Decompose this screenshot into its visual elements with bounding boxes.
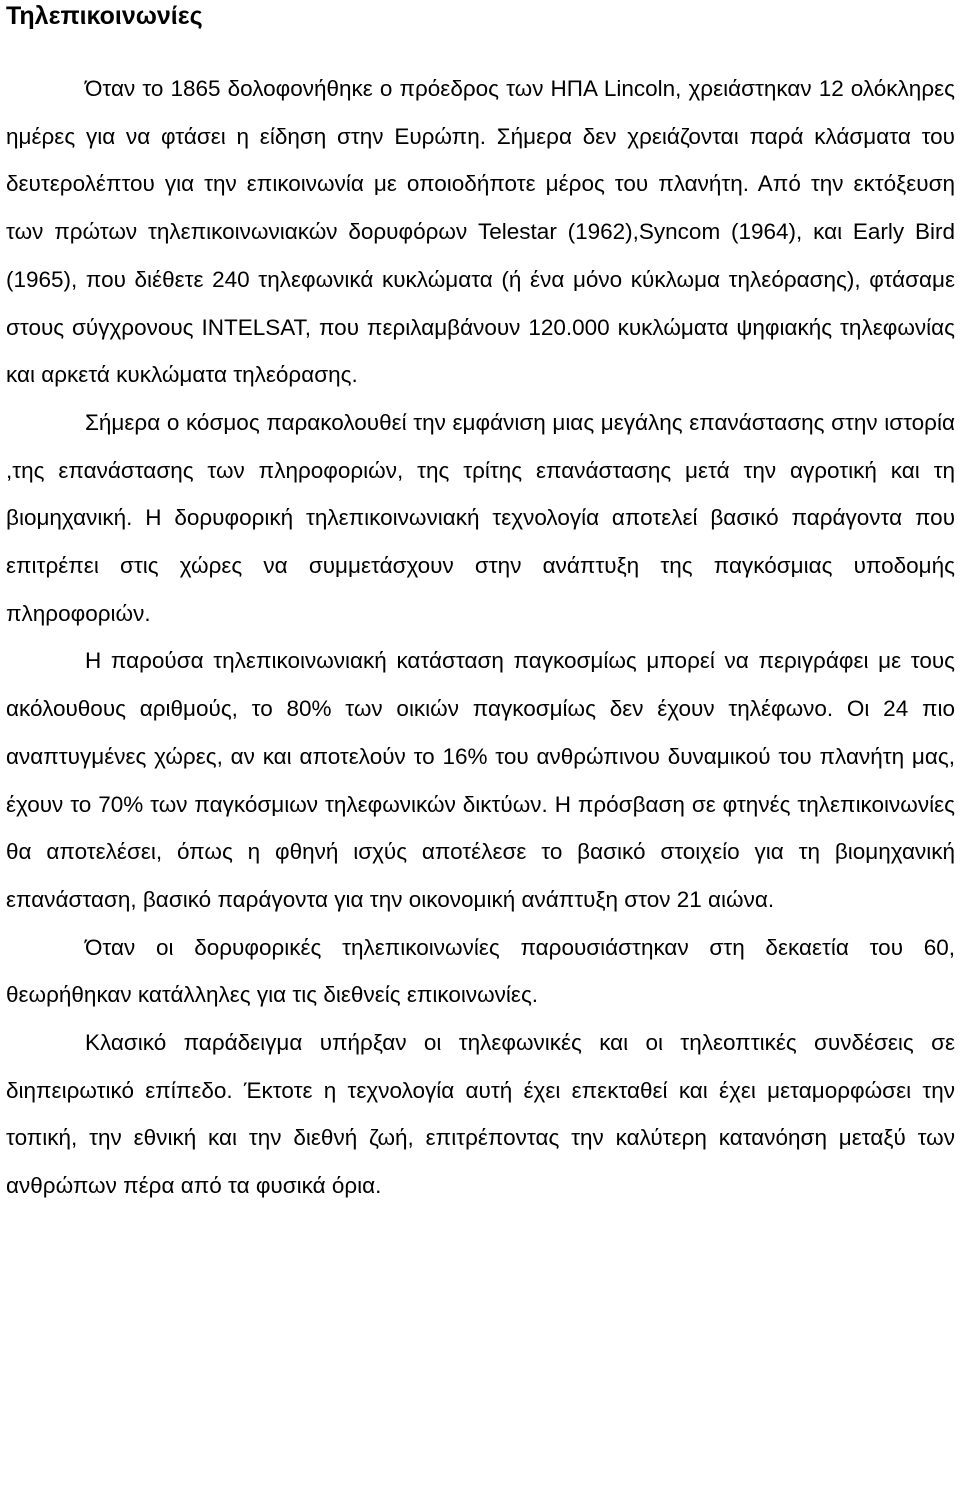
document-page bbox=[6, 0, 955, 1210]
paragraph-information-revolution: Σήμερα ο κόσμος παρακολουθεί την εμφάνιση μιας μεγάλης επανάστασης στην ιστορία ,της επανάστασης των πληροφοριών, της τρίτης επανάστασης μετά την αγροτική και τη βιομηχανική. Η δορυφορική τηλεπικοινωνιακή τεχνολογία αποτελεί βασικό παράγοντα που επιτρέπει στις χώρες να συμμετάσχουν στην ανάπτυξη της παγκόσμιας υποδομής πληροφοριών. bbox=[6, 409, 955, 626]
paragraph-sixties-international: Όταν οι δορυφορικές τηλεπικοινωνίες παρουσιάστηκαν στη δεκαετία του 60, θεωρήθηκαν κατάλληλες για τις διεθνείς επικοινωνίες. bbox=[6, 934, 955, 1008]
paragraph-intercontinental-links: Κλασικό παράδειγμα υπήρξαν οι τηλεφωνικές και οι τηλεοπτικές συνδέσεις σε διηπειρωτικό επίπεδο. Έκτοτε η τεχνολογία αυτή έχει επεκταθεί και έχει μεταμορφώσει την τοπική, την εθνική και την διεθνή ζωή, επιτρέποντας την καλύτερη κατανόηση μεταξύ των ανθρώπων πέρα από τα φυσικά όρια. bbox=[6, 1030, 955, 1199]
paragraph-global-statistics: Η παρούσα τηλεπικοινωνιακή κατάσταση παγκοσμίως μπορεί να περιγράφει με τους ακόλουθους αριθμούς, το 80% των οικιών παγκοσμίως δεν έχουν τηλέφωνο. Οι 24 πιο αναπτυγμένες χώρες, αν και αποτελούν το 16% του ανθρώπινου δυναμικού του πλανήτη μας, έχουν το 70% των παγκόσμιων τηλεφωνικών δικτύων. Η πρόσβαση σε φτηνές τηλεπικοινωνίες θα αποτελέσει, όπως η φθηνή ισχύς αποτέλεσε το βασικό στοιχείο για τη βιομηχανική επανάσταση, βασικό παράγοντα για την οικονομική ανάπτυξη στον 21 αιώνα. bbox=[6, 648, 955, 912]
document-title: Τηλεπικοινωνίες bbox=[6, 2, 203, 30]
paragraph-lincoln-satellites: Όταν το 1865 δολοφονήθηκε ο πρόεδρος των ΗΠΑ Lincoln, χρειάστηκαν 12 ολόκληρες ημέρες για να φτάσει η είδηση στην Ευρώπη. Σήμερα δεν χρειάζονται παρά κλάσματα του δευτερολέπτου για την επικοινωνία με οποιοδήποτε μέρος του πλανήτη. Από την εκτόξευση των πρώτων τηλεπικοινωνιακών δορυφόρων Telestar (1962),Syncom (1964), και Early Bird (1965), που διέθετε 240 τηλεφωνικά κυκλώματα (ή ένα μόνο κύκλωμα τηλεόρασης), φτάσαμε στους σύγχρονους INTELSAT, που περιλαμβάνουν 120.000 κυκλώματα ψηφιακής τηλεφωνίας και αρκετά κυκλώματα τηλεόρασης. bbox=[6, 76, 955, 388]
